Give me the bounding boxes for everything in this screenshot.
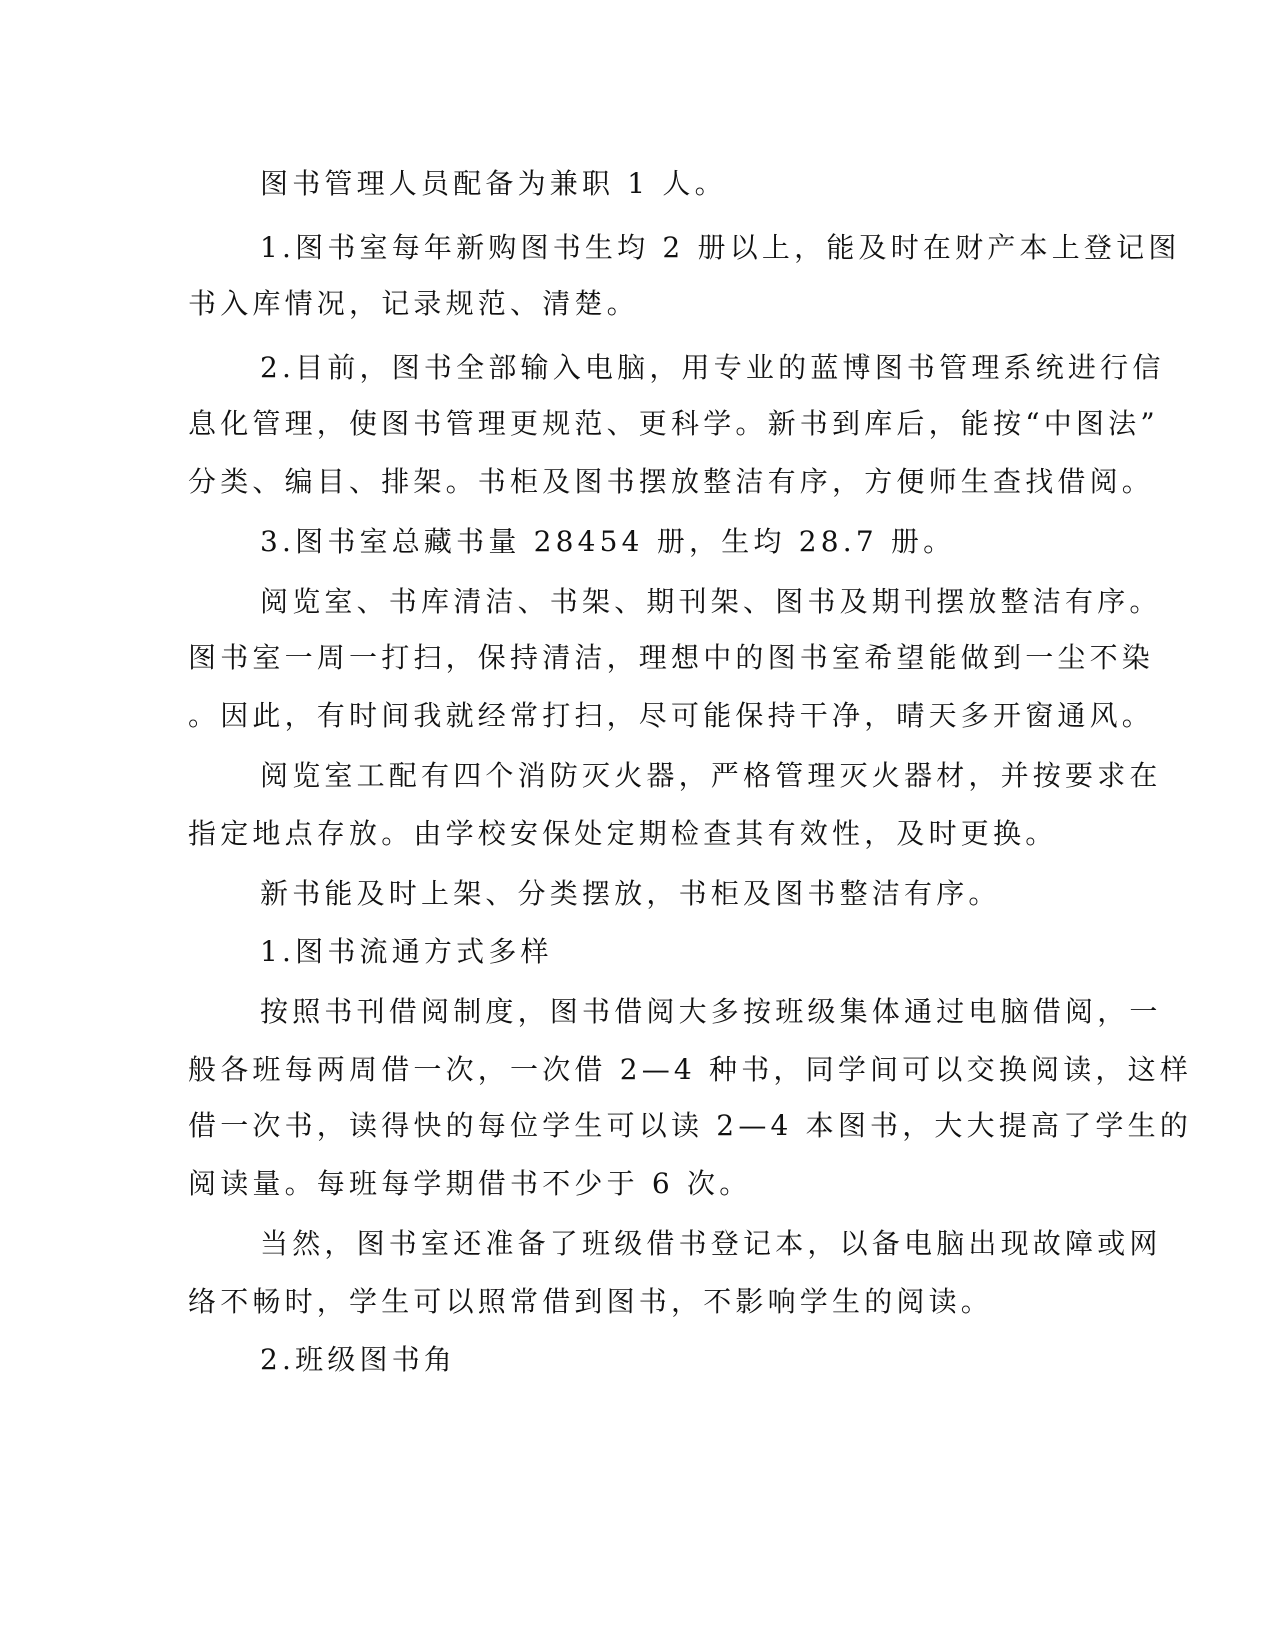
text-line: 阅览室、书库清洁、书架、期刊架、图书及期刊摆放整洁有序。 [260,585,1162,618]
text-line: 借一次书，读得快的每位学生可以读 2—4 本图书，大大提高了学生的 [188,1109,1193,1142]
text-line: 当然，图书室还准备了班级借书登记本，以备电脑出现故障或网 [260,1227,1162,1260]
text-line: 按照书刊借阅制度，图书借阅大多按班级集体通过电脑借阅，一 [260,995,1162,1028]
text-line: 图书管理人员配备为兼职 1 人。 [260,167,727,200]
text-line: 般各班每两周借一次，一次借 2—4 种书，同学间可以交换阅读，这样 [188,1053,1193,1086]
text-line: 分类、编目、排架。书柜及图书摆放整洁有序，方便师生查找借阅。 [188,465,1155,498]
text-line: 阅读量。每班每学期借书不少于 6 次。 [188,1167,752,1200]
text-line: 1.图书流通方式多样 [260,935,553,968]
text-line: 阅览室工配有四个消防灭火器，严格管理灭火器材，并按要求在 [260,759,1162,792]
text-line: 2.目前，图书全部输入电脑，用专业的蓝博图书管理系统进行信 [260,351,1165,384]
text-line: 3.图书室总藏书量 28454 册，生均 28.7 册。 [260,525,956,558]
text-line: 。因此，有时间我就经常打扫，尽可能保持干净，晴天多开窗通风。 [188,699,1155,732]
text-line: 络不畅时，学生可以照常借到图书，不影响学生的阅读。 [188,1285,994,1318]
text-line: 书入库情况，记录规范、清楚。 [188,287,639,320]
text-line: 2.班级图书角 [260,1343,457,1376]
text-line: 图书室一周一打扫，保持清洁，理想中的图书室希望能做到一尘不染 [188,641,1155,674]
text-line: 1.图书室每年新购图书生均 2 册以上，能及时在财产本上登记图 [260,231,1181,264]
text-line: 指定地点存放。由学校安保处定期检查其有效性，及时更换。 [188,817,1058,850]
text-line: 新书能及时上架、分类摆放，书柜及图书整洁有序。 [260,877,1001,910]
text-line: 息化管理，使图书管理更规范、更科学。新书到库后，能按“中图法” [188,407,1159,440]
